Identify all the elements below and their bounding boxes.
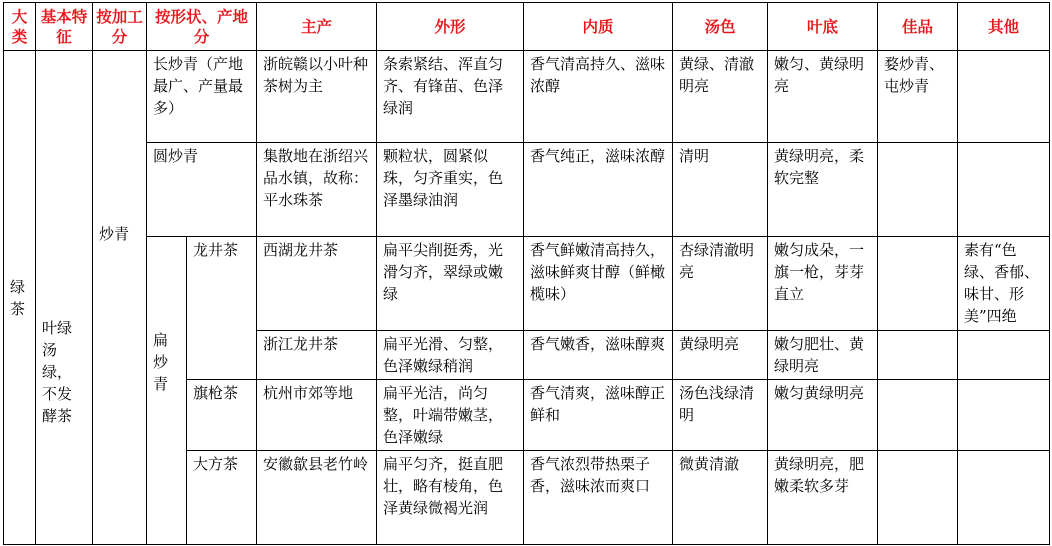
table-row xyxy=(4,143,1050,237)
header-basic-feature: 基本特征 xyxy=(36,3,93,51)
table-row xyxy=(4,237,1050,331)
table-row xyxy=(4,51,1050,143)
tea-classification-table xyxy=(3,2,1050,545)
header-leaf-base: 叶底 xyxy=(768,3,878,51)
other-cell xyxy=(958,380,1050,451)
origin-cell: 安徽歙县老竹岭 xyxy=(257,451,377,545)
shape-cell: 旗枪茶 xyxy=(187,380,257,451)
header-other: 其他 xyxy=(958,3,1050,51)
origin-cell: 西湖龙井茶 xyxy=(257,237,377,331)
liquor-color-cell: 黄绿、清澈明亮 xyxy=(673,51,768,143)
liquor-color-cell: 清明 xyxy=(673,143,768,237)
shape-cell: 圆炒青 xyxy=(147,143,257,237)
leaf-base-cell: 嫩匀肥壮、黄绿明亮 xyxy=(768,331,878,380)
other-cell xyxy=(958,143,1050,237)
leaf-base-cell: 嫩匀成朵，一旗一枪，芽芽直立 xyxy=(768,237,878,331)
header-row xyxy=(4,3,1050,51)
flat-group-cell: 扁炒青 xyxy=(147,237,187,545)
other-cell xyxy=(958,451,1050,545)
appearance-cell: 颗粒状，圆紧似珠，匀齐重实，色泽墨绿油润 xyxy=(377,143,524,237)
liquor-color-cell: 黄绿明亮 xyxy=(673,331,768,380)
leaf-base-cell: 黄绿明亮，柔软完整 xyxy=(768,143,878,237)
inner-quality-cell: 香气清爽，滋味醇正鲜和 xyxy=(524,380,673,451)
best-products-cell xyxy=(878,237,958,331)
leaf-base-cell: 嫩匀、黄绿明亮 xyxy=(768,51,878,143)
origin-cell: 浙江龙井茶 xyxy=(257,331,377,380)
inner-quality-cell: 香气鲜嫩清高持久，滋味鲜爽甘醇（鲜橄榄味） xyxy=(524,237,673,331)
inner-quality-cell: 香气嫩香，滋味醇爽 xyxy=(524,331,673,380)
header-shape-origin: 按形状、产地分 xyxy=(147,3,257,51)
origin-cell: 集散地在浙绍兴品水镇，故称：平水珠茶 xyxy=(257,143,377,237)
other-cell xyxy=(958,51,1050,143)
header-appearance: 外形 xyxy=(377,3,524,51)
other-cell xyxy=(958,331,1050,380)
other-cell: 素有“色绿、香郁、味甘、形美”四绝 xyxy=(958,237,1050,331)
shape-cell: 长炒青（产地最广、产量最多） xyxy=(147,51,257,143)
appearance-cell: 扁平光洁，尚匀整，叶端带嫩茎，色泽嫩绿 xyxy=(377,380,524,451)
inner-quality-cell: 香气浓烈带热栗子香，滋味浓而爽口 xyxy=(524,451,673,545)
liquor-color-cell: 微黄清澈 xyxy=(673,451,768,545)
best-products-cell xyxy=(878,451,958,545)
origin-cell: 杭州市郊等地 xyxy=(257,380,377,451)
appearance-cell: 条索紧结、浑直匀齐、有锋苗、色泽绿润 xyxy=(377,51,524,143)
process-cell: 炒青 xyxy=(93,51,147,545)
category-cell: 绿茶 xyxy=(4,51,36,545)
shape-cell: 大方茶 xyxy=(187,451,257,545)
best-products-cell xyxy=(878,143,958,237)
header-inner-quality: 内质 xyxy=(524,3,673,51)
header-liquor-color: 汤色 xyxy=(673,3,768,51)
inner-quality-cell: 香气清高持久、滋味浓醇 xyxy=(524,51,673,143)
best-products-cell xyxy=(878,380,958,451)
best-products-cell: 婺炒青、屯炒青 xyxy=(878,51,958,143)
appearance-cell: 扁平匀齐，挺直肥壮，略有棱角，色泽黄绿微褐光润 xyxy=(377,451,524,545)
liquor-color-cell: 汤色浅绿清明 xyxy=(673,380,768,451)
inner-quality-cell: 香气纯正，滋味浓醇 xyxy=(524,143,673,237)
header-major-category: 大类 xyxy=(4,3,36,51)
basic-feature-cell: 叶绿汤绿，不发酵茶 xyxy=(36,51,93,545)
appearance-cell: 扁平尖削挺秀，光滑匀齐，翠绿或嫩绿 xyxy=(377,237,524,331)
header-main-origin: 主产 xyxy=(257,3,377,51)
leaf-base-cell: 黄绿明亮，肥嫩柔软多芽 xyxy=(768,451,878,545)
header-process: 按加工分 xyxy=(93,3,147,51)
liquor-color-cell: 杏绿清澈明亮 xyxy=(673,237,768,331)
header-best-products: 佳品 xyxy=(878,3,958,51)
appearance-cell: 扁平光滑、匀整，色泽嫩绿稍润 xyxy=(377,331,524,380)
origin-cell: 浙皖赣以小叶种茶树为主 xyxy=(257,51,377,143)
best-products-cell xyxy=(878,331,958,380)
shape-cell: 龙井茶 xyxy=(187,237,257,380)
leaf-base-cell: 嫩匀黄绿明亮 xyxy=(768,380,878,451)
